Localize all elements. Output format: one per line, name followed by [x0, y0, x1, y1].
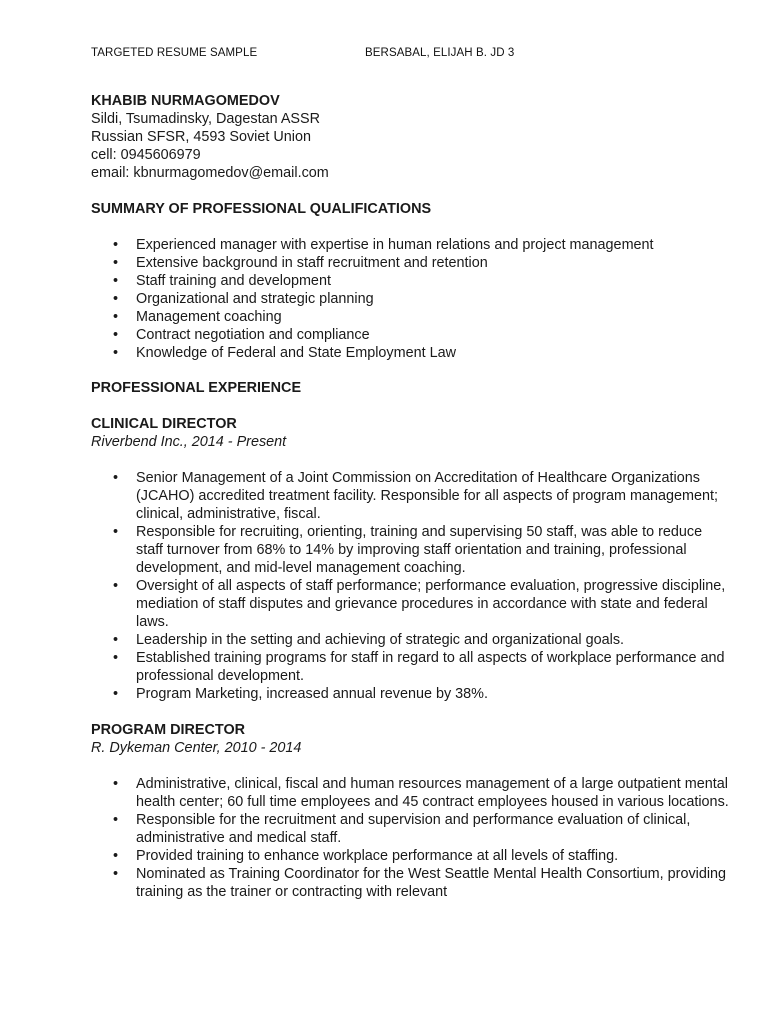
- bullet-text: Responsible for recruiting, orienting, training and supervising 50 staff, was able to reduce staff turnover from 68% to 14% by improving staff orientation and training, professional development, and mid-level management coaching.: [136, 524, 703, 576]
- bullet-icon: •: [113, 524, 119, 540]
- bullet-item: [91, 847, 731, 865]
- bullet-item: [91, 775, 731, 811]
- header-document-title: TARGETED RESUME SAMPLE: [91, 47, 258, 59]
- bullet-icon: •: [113, 255, 119, 271]
- bullet-icon: •: [113, 345, 119, 361]
- bullet-text: Senior Management of a Joint Commission on Accreditation of Healthcare Organizations (JCAHO) accredited treatment facility. Responsible for all aspects of program management; clinical, administrative, fiscal.: [136, 470, 718, 522]
- resume-body: [91, 92, 731, 901]
- bullet-item: [91, 272, 731, 290]
- job-organization: Riverbend Inc., 2014 - Present: [91, 434, 287, 450]
- job-title: PROGRAM DIRECTOR: [91, 722, 246, 738]
- bullet-item: [91, 523, 731, 577]
- bullet-icon: •: [113, 776, 119, 792]
- summary-section-title: SUMMARY OF PROFESSIONAL QUALIFICATIONS: [91, 201, 432, 217]
- bullet-text: Experienced manager with expertise in human relations and project management: [136, 237, 654, 253]
- bullet-text: Administrative, clinical, fiscal and human resources management of a large outpatient mental health center; 60 full time employees and 45 contract employees housed in various locations.: [136, 776, 729, 810]
- bullet-icon: •: [113, 470, 119, 486]
- email-address: email: kbnurmagomedov@email.com: [91, 165, 329, 181]
- candidate-name: KHABIB NURMAGOMEDOV: [91, 93, 280, 109]
- bullet-item: [91, 811, 731, 847]
- bullet-icon: •: [113, 650, 119, 666]
- bullet-item: [91, 577, 731, 631]
- bullet-item: [91, 469, 731, 523]
- bullet-text: Program Marketing, increased annual revenue by 38%.: [136, 686, 488, 702]
- bullet-icon: •: [113, 309, 119, 325]
- job-bullets: [91, 775, 731, 901]
- bullet-item: [91, 631, 731, 649]
- bullet-icon: •: [113, 291, 119, 307]
- page-header: [91, 47, 728, 59]
- cell-phone: cell: 0945606979: [91, 147, 201, 163]
- bullet-item: [91, 326, 731, 344]
- address-line-2: Russian SFSR, 4593 Soviet Union: [91, 129, 311, 145]
- job-organization: R. Dykeman Center, 2010 - 2014: [91, 740, 302, 756]
- experience-section-title: PROFESSIONAL EXPERIENCE: [91, 380, 302, 396]
- bullet-text: Nominated as Training Coordinator for the West Seattle Mental Health Consortium, providing training as the trainer or contracting with relevant: [136, 866, 727, 900]
- bullet-item: [91, 254, 731, 272]
- bullet-item: [91, 865, 731, 901]
- bullet-text: Oversight of all aspects of staff performance; performance evaluation, progressive discipline, mediation of staff disputes and grievance procedures in accordance with state and federal laws.: [136, 578, 726, 630]
- bullet-icon: •: [113, 327, 119, 343]
- bullet-icon: •: [113, 273, 119, 289]
- bullet-text: Management coaching: [136, 309, 282, 325]
- bullet-icon: •: [113, 812, 119, 828]
- bullet-text: Knowledge of Federal and State Employment Law: [136, 345, 456, 361]
- job-entry: [91, 721, 731, 901]
- bullet-text: Leadership in the setting and achieving of strategic and organizational goals.: [136, 632, 625, 648]
- job-title: CLINICAL DIRECTOR: [91, 416, 237, 432]
- bullet-icon: •: [113, 237, 119, 253]
- bullet-text: Responsible for the recruitment and supervision and performance evaluation of clinical, administrative and medical staff.: [136, 812, 691, 846]
- bullet-text: Established training programs for staff in regard to all aspects of workplace performance and professional development.: [136, 650, 725, 684]
- bullet-icon: •: [113, 632, 119, 648]
- bullet-item: [91, 685, 731, 703]
- bullet-text: Extensive background in staff recruitment and retention: [136, 255, 488, 271]
- bullet-item: [91, 649, 731, 685]
- bullet-icon: •: [113, 578, 119, 594]
- bullet-icon: •: [113, 866, 119, 882]
- bullet-item: [91, 344, 731, 362]
- bullet-text: Staff training and development: [136, 273, 331, 289]
- summary-list: [91, 236, 731, 362]
- bullet-icon: •: [113, 686, 119, 702]
- bullet-text: Contract negotiation and compliance: [136, 327, 370, 343]
- header-author: BERSABAL, ELIJAH B. JD 3: [365, 47, 515, 59]
- address-line-1: Sildi, Tsumadinsky, Dagestan ASSR: [91, 111, 321, 127]
- bullet-item: [91, 236, 731, 254]
- bullet-item: [91, 290, 731, 308]
- bullet-item: [91, 308, 731, 326]
- job-bullets: [91, 469, 731, 703]
- job-entry: [91, 415, 731, 703]
- bullet-icon: •: [113, 848, 119, 864]
- bullet-text: Organizational and strategic planning: [136, 291, 374, 307]
- bullet-text: Provided training to enhance workplace performance at all levels of staffing.: [136, 848, 619, 864]
